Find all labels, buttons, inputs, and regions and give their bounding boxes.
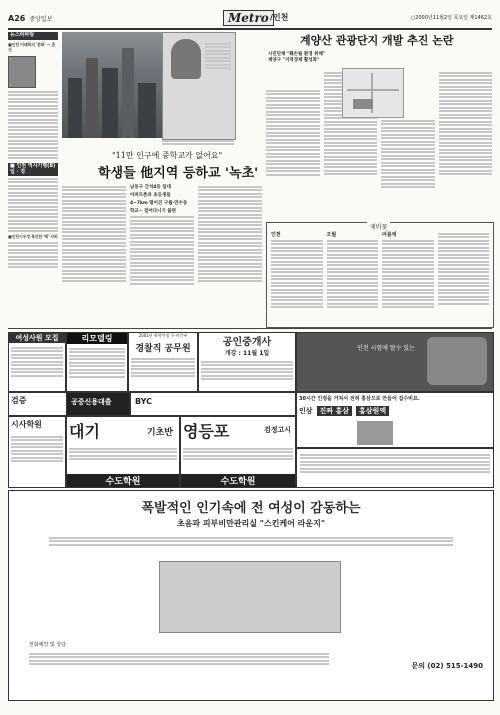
body-text — [8, 242, 58, 269]
column-title: 제비꽃 — [367, 222, 390, 231]
issue-date: ○2000년11월2일 목요일 제1462호 — [410, 15, 492, 21]
column-label: 인천 — [271, 232, 281, 238]
news-box-title-2: ■ 인천 역사기행(8)일 · 경 — [8, 163, 58, 176]
story-subhead: 학교~ 걸어다니기 불편 — [130, 209, 177, 214]
reporter-photo — [8, 56, 36, 88]
news-box-subhead: ■인천 미래회의 '분화' ··· 혼선 — [8, 41, 56, 52]
ad-ginseng-item: 홍삼원액 — [356, 406, 389, 416]
section-divider — [8, 328, 492, 329]
story-headline: 학생들 他지역 등하교 '녹초' — [98, 166, 259, 181]
ad-ginseng-label: 인삼 — [299, 407, 313, 415]
ad-title: 대기 — [69, 422, 100, 441]
body-text — [8, 91, 58, 160]
section-name: /인천 — [270, 13, 289, 22]
paper-name: 중앙일보 — [29, 15, 53, 23]
column-label: 오월 — [326, 232, 337, 238]
ad-phone: 문의 (02) 515-1490 — [411, 662, 483, 670]
ad-ginseng[interactable] — [296, 392, 494, 448]
ad-subtitle: 검정고시 — [263, 426, 291, 434]
page-header — [8, 8, 492, 30]
news-box-title: 뉴스파파랑 — [8, 32, 58, 40]
ad-remodeling[interactable] — [66, 332, 128, 392]
column-label: 여름에 — [382, 232, 397, 238]
photo-caption — [162, 138, 234, 147]
left-news-column — [8, 32, 58, 332]
inset-photo — [162, 32, 236, 140]
ad-tagline: 폭발적인 인기속에 전 여성이 감동하는 — [141, 501, 361, 516]
ad-byc[interactable] — [130, 392, 296, 416]
body-text — [8, 178, 58, 233]
ad-title: 여성사원 모집 — [9, 333, 65, 343]
ad-model-photo — [159, 561, 341, 633]
section-logo: Metro — [223, 10, 274, 26]
ad-academy[interactable] — [8, 416, 66, 488]
location-map — [342, 68, 404, 118]
ad-subtitle: 기초반 — [146, 428, 173, 438]
ad-skincare[interactable] — [8, 490, 494, 701]
news-box-subhead-3: ■인천시우정 폭언한 '패' 사퇴 — [8, 234, 58, 239]
ad-title: BYC — [135, 397, 153, 406]
ad-ginseng-detail[interactable] — [296, 448, 494, 488]
story-subhead: 남동구 간석4동 일대 — [130, 185, 172, 190]
ad-school[interactable] — [128, 332, 198, 392]
ad-subtitle: 초음파 피부비만관리실 "스킨케어 라운지" — [176, 519, 326, 528]
story2-subhead: 시민단체 "훼손될 환경 위해" 계양구 "지역경제 활성화" — [268, 52, 326, 63]
ad-banner-image[interactable] — [296, 332, 494, 392]
page-number: A26 — [8, 13, 26, 23]
ad-recruit[interactable] — [8, 332, 66, 392]
ad-realtor[interactable] — [198, 332, 296, 392]
ad-footer: 전화예약 및 상담 — [29, 642, 66, 648]
ad-police-title: 경찰직 공무원 — [135, 344, 191, 354]
ad-basic-course[interactable] — [66, 416, 180, 488]
ad-title: 영등포 — [183, 422, 230, 441]
ad-title: 공인중개사 — [222, 337, 272, 348]
story-subhead: 아파트촌과 초등생들 — [130, 193, 171, 198]
ad-footer: 수도학원 — [181, 474, 295, 487]
story-body — [62, 184, 262, 324]
ad-footer: 수도학원 — [67, 474, 179, 487]
ad-title: 리모델링 — [67, 333, 127, 344]
ad-loan[interactable] — [66, 392, 130, 416]
ad-title: 검증 — [11, 396, 27, 405]
ad-title: 인천 시험에 딸수 있는 — [357, 345, 415, 352]
ad-title: 시사학원 — [11, 420, 42, 429]
ad-title: 2001년 학력인정 주·야간부 — [138, 333, 188, 338]
ad-subtitle: 개강 : 11월 1일 — [224, 350, 270, 357]
apartment-photo — [62, 32, 162, 138]
ad-title: 30시간 인정을 거쳐서 전혀 홍삼으로 만들어 집수비요. — [299, 396, 420, 402]
column-box — [266, 222, 494, 328]
story-subhead: 4~7km 떨어진 구월·만수동 — [130, 201, 188, 206]
story-quote: "11만 인구에 중학교가 없어요" — [112, 151, 223, 160]
ad-ginseng-item: 진짜 홍삼 — [317, 406, 353, 416]
ad-yeongdeungpo[interactable] — [180, 416, 296, 488]
newspaper-page — [8, 8, 492, 699]
person-figure — [171, 39, 201, 79]
story2-headline: 계양산 관광단지 개발 추진 논란 — [300, 34, 454, 47]
ad-title: 공중신용대출 — [71, 398, 112, 406]
